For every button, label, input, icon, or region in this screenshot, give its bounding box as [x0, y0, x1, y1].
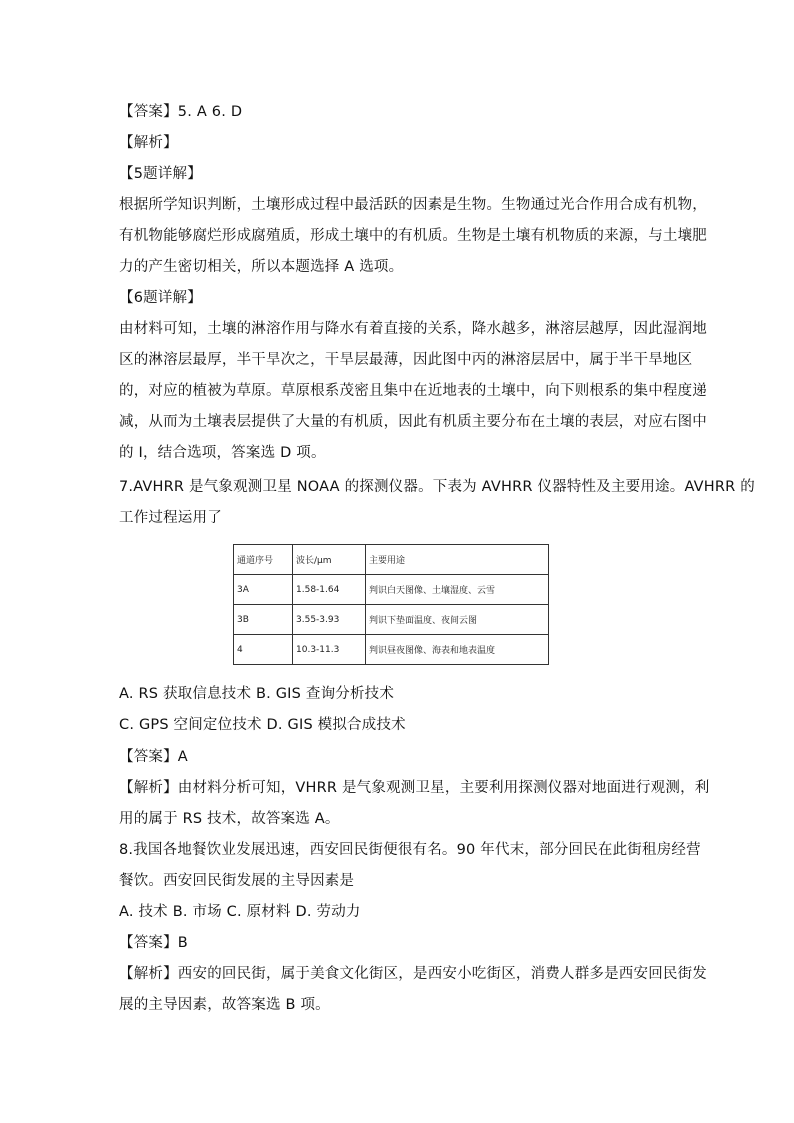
q6-detail-heading: 【6题详解】	[119, 290, 202, 306]
q8-stem-line-1: 8.我国各地餐饮业发展迅速，西安回民街便很有名。90 年代末，部分回民在此街租房经营	[119, 842, 701, 858]
table-header-cell: 通道序号	[234, 545, 293, 575]
table-row	[234, 635, 549, 665]
q5-detail-line-3: 力的产生密切相关，所以本题选择 A 选项。	[119, 259, 404, 275]
q8-options: A. 技术 B. 市场 C. 原材料 D. 劳动力	[119, 904, 361, 920]
q7-options-ab: A. RS 获取信息技术 B. GIS 查询分析技术	[119, 686, 395, 702]
avhrr-table	[233, 544, 549, 665]
q7-analysis-line-1: 【解析】由材料分析可知，VHRR 是气象观测卫星，主要利用探测仪器对地面进行观测，利	[119, 780, 710, 796]
table-cell: 判识昼夜图像、海表和地表温度	[366, 635, 549, 665]
q6-detail-line-2: 区的淋溶层最厚，半干旱次之，干旱层最薄，因此图中丙的淋溶层居中，属于半干旱地区	[119, 352, 693, 368]
q5-detail-line-2: 有机物能够腐烂形成腐殖质，形成土壤中的有机质。生物是土壤有机物质的来源，与土壤肥	[119, 228, 707, 244]
q6-detail-line-1: 由材料可知，土壤的淋溶作用与降水有着直接的关系，降水越多，淋溶层越厚，因此湿润地	[119, 321, 707, 337]
q7-answer: 【答案】A	[119, 749, 188, 765]
analysis-heading: 【解析】	[119, 135, 178, 151]
q6-detail-line-4: 减，从而为土壤表层提供了大量的有机质，因此有机质主要分布在土壤的表层，对应右图中	[119, 414, 707, 430]
q7-stem-line-1: 7.AVHRR 是气象观测卫星 NOAA 的探测仪器。下表为 AVHRR 仪器特性及主要用途。AVHRR 的	[119, 479, 755, 495]
table-cell: 3A	[234, 575, 293, 605]
q8-analysis-line-1: 【解析】西安的回民街，属于美食文化街区，是西安小吃街区，消费人群多是西安回民街发	[119, 966, 707, 982]
q8-analysis-line-2: 展的主导因素，故答案选 B 项。	[119, 997, 330, 1013]
table-header-row	[234, 545, 549, 575]
q6-detail-line-5: 的 I，结合选项，答案选 D 项。	[119, 445, 326, 461]
table-row	[234, 575, 549, 605]
table-cell: 1.58-1.64	[293, 575, 366, 605]
table-cell: 判识下垫面温度、夜间云图	[366, 605, 549, 635]
avhrr-table-container	[233, 544, 549, 665]
table-cell: 4	[234, 635, 293, 665]
q8-answer: 【答案】B	[119, 935, 188, 951]
q8-stem-line-2: 餐饮。西安回民街发展的主导因素是	[119, 873, 355, 889]
q5-detail-heading: 【5题详解】	[119, 166, 202, 182]
table-cell: 判识白天图像、土壤湿度、云雪	[366, 575, 549, 605]
q7-stem-line-2: 工作过程运用了	[119, 510, 222, 526]
q7-options-cd: C. GPS 空间定位技术 D. GIS 模拟合成技术	[119, 717, 406, 733]
table-header-cell: 主要用途	[366, 545, 549, 575]
table-cell: 10.3-11.3	[293, 635, 366, 665]
table-cell: 3B	[234, 605, 293, 635]
table-row	[234, 605, 549, 635]
table-cell: 3.55-3.93	[293, 605, 366, 635]
table-header-cell: 波长/μm	[293, 545, 366, 575]
q7-analysis-line-2: 用的属于 RS 技术，故答案选 A。	[119, 811, 340, 827]
answer-5-6: 【答案】5. A 6. D	[119, 104, 243, 120]
q5-detail-line-1: 根据所学知识判断，土壤形成过程中最活跃的因素是生物。生物通过光合作用合成有机物，	[119, 197, 707, 213]
q6-detail-line-3: 的，对应的植被为草原。草原根系茂密且集中在近地表的土壤中，向下则根系的集中程度递	[119, 383, 707, 399]
